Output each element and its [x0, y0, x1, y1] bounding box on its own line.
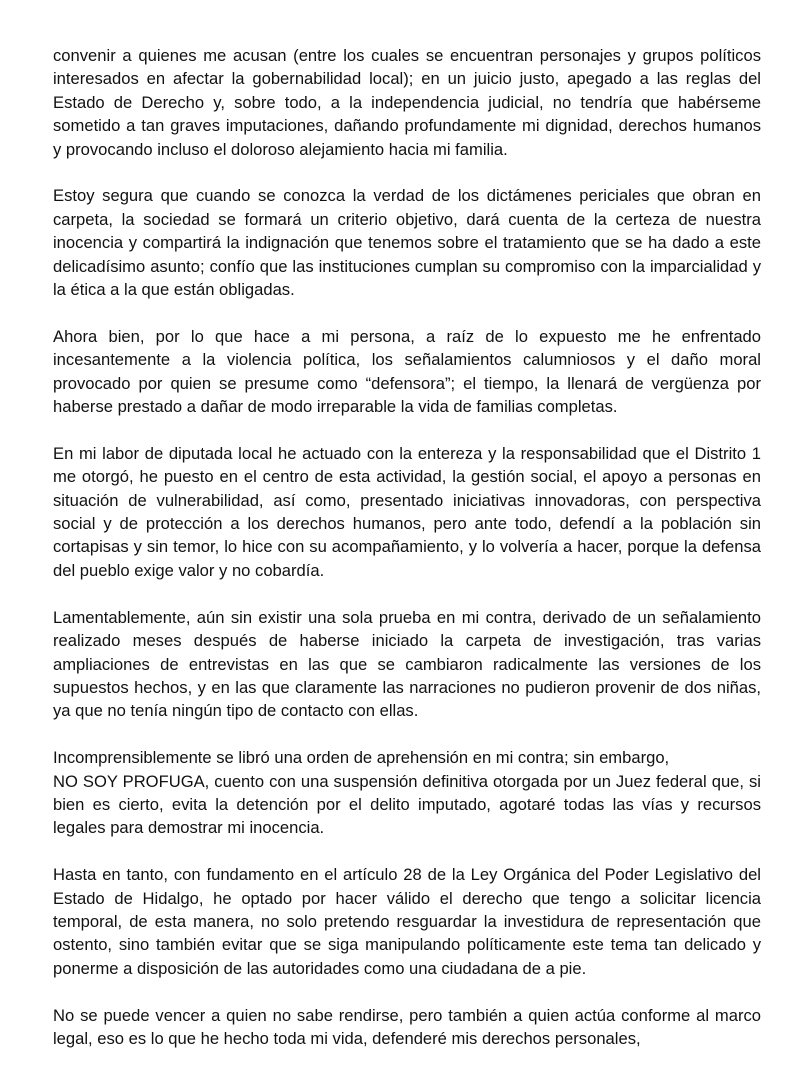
paragraph-3: Ahora bien, por lo que hace a mi persona, a raíz de lo expuesto me he enfrentado incesantemente a la violencia política, los señalamientos calumniosos y el daño moral provocado por quien se presume como “defensora”; el tiempo, la llenará de vergüenza por haberse prestado a dañar de modo irreparable la vida de familias completas. [53, 326, 761, 417]
paragraph-1: convenir a quienes me acusan (entre los cuales se encuentran personajes y grupos políticos interesados en afectar la gobernabilidad local); en un juicio justo, apegado a las reglas del Estado de Derecho y, sobre todo, a la independencia judicial, no tendría que habérseme sometido a tan graves imputaciones, dañando profundamente mi dignidad, derechos humanos y provocando incluso el doloroso alejamiento hacia mi familia. [53, 46, 761, 159]
paragraph-5: Lamentablemente, aún sin existir una sola prueba en mi contra, derivado de un señalamiento realizado meses después de haberse iniciado la carpeta de investigación, tras varias ampliaciones de entrevistas en las que se cambiaron radicalmente las versiones de los supuestos hechos, y en las que claramente las narraciones no pudieron provenir de dos niñas, ya que no tenía ningún tipo de contacto con ellas. [53, 607, 761, 721]
paragraph-6-rest: NO SOY PROFUGA, cuento con una suspensión definitiva otorgada por un Juez federal que, si bien es cierto, evita la detención por el delito imputado, agotaré todas las vías y recursos legales para demostrar mi inocencia. [53, 771, 761, 838]
document-page [53, 44, 761, 1074]
paragraph-2: Estoy segura que cuando se conozca la verdad de los dictámenes periciales que obran en carpeta, la sociedad se formará un criterio objetivo, dará cuenta de la certeza de nuestra inocencia y compartirá la indignación que tenemos sobre el tratamiento que se ha dado a este delicadísimo asunto; confío que las instituciones cumplan su compromiso con la imparcialidad y la ética a la que están obligadas. [53, 186, 761, 300]
paragraph-7: Hasta en tanto, con fundamento en el artículo 28 de la Ley Orgánica del Poder Legislativo del Estado de Hidalgo, he optado por hacer válido el derecho que tengo a solicitar licencia temporal, de esta manera, no solo pretendo resguardar la investidura de representación que ostento, sino también evitar que se siga manipulando políticamente este tema tan delicado y ponerme a disposición de las autoridades como una ciudadana de a pie. [53, 865, 761, 978]
paragraph-8: No se puede vencer a quien no sabe rendirse, pero también a quien actúa conforme al marco legal, eso es lo que he hecho toda mi vida, defenderé mis derechos personales, [53, 1005, 761, 1048]
paragraph-6-first-line: Incomprensiblemente se libró una orden de aprehensión en mi contra; sin embargo, [53, 748, 670, 768]
paragraph-6 [53, 746, 761, 840]
paragraph-4: En mi labor de diputada local he actuado con la entereza y la responsabilidad que el Distrito 1 me otorgó, he puesto en el centro de esta actividad, la gestión social, el apoyo a personas en situación de vulnerabilidad, así como, presentado iniciativas innovadoras, con perspectiva social y de protección a los derechos humanos, pero ante todo, defendí a la población sin cortapisas y sin temor, lo hice con su acompañamiento, y lo volvería a hacer, porque la defensa del pueblo exige valor y no cobardía. [53, 443, 761, 580]
